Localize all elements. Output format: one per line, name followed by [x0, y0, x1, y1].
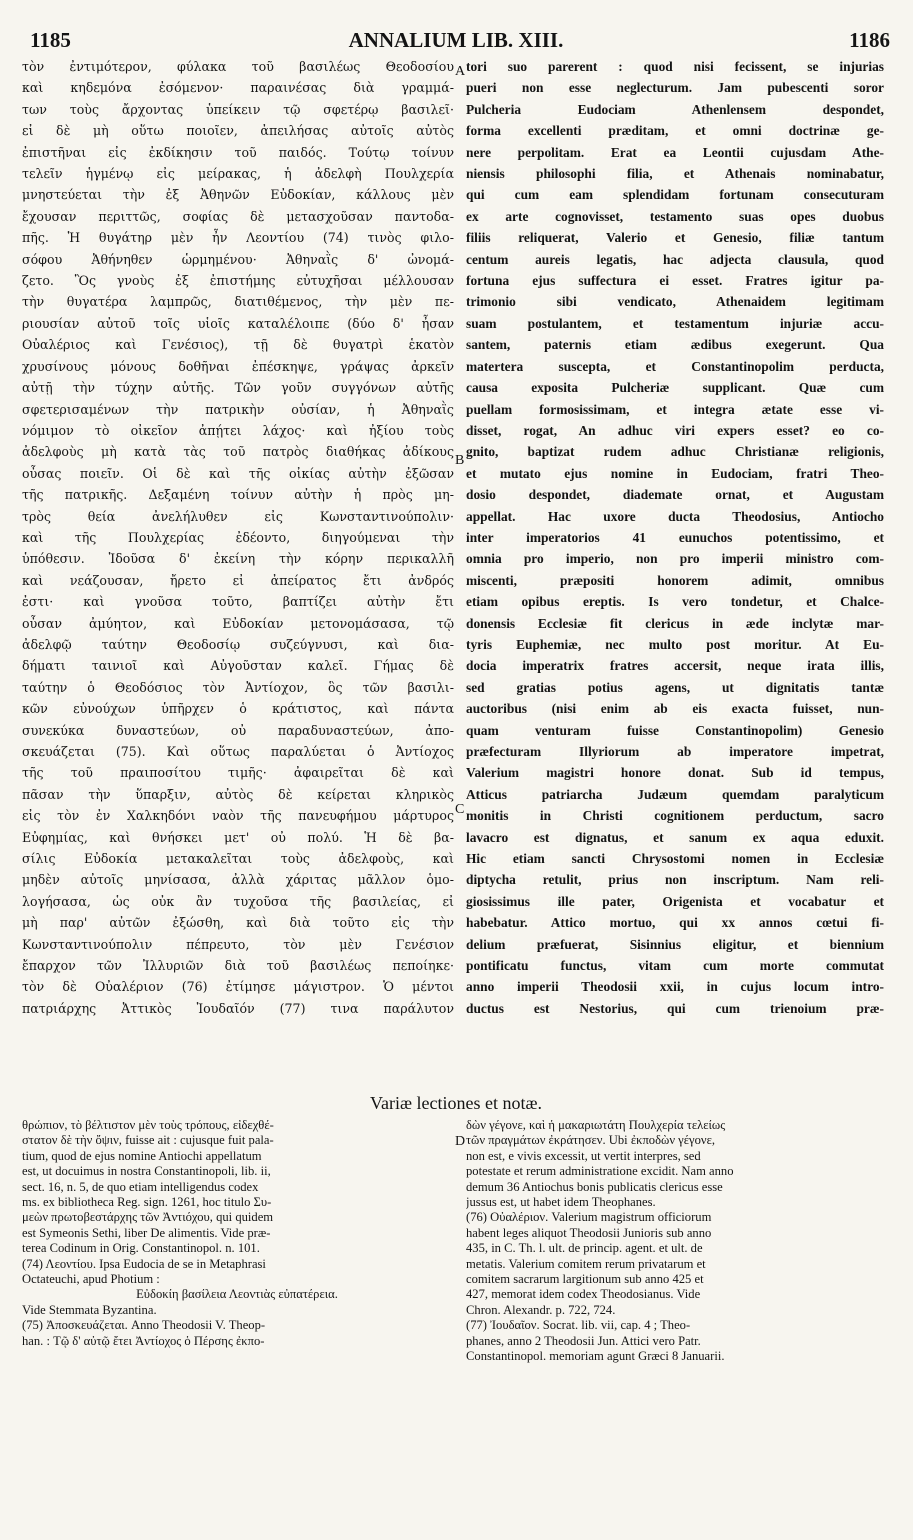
latin-column — [466, 56, 884, 1086]
text-line: suam postulantem, et testamentum injuriæ accu- — [466, 315, 884, 331]
greek-column — [22, 56, 454, 1086]
margin-letter-c: C — [455, 802, 465, 817]
text-line: demum 36 Antiochus bonis publicatis clericus esse — [466, 1179, 723, 1194]
text-line: τῆς τοῦ πραιποσίτου τιμῆς· ἀφαιρεῖται δὲ καὶ — [22, 765, 454, 781]
text-line: οὖσαν ἀμύητον, καὶ Εὐδοκίαν μετονομάσασα, τῷ — [22, 615, 454, 631]
text-line: εἰ δὲ μὴ οὕτω ποιοῖεν, ἀπειλήσας αὐτοῖς αὐτὸς — [22, 123, 454, 139]
text-line: συνεκύκα δυναστεύων, οὐ παραδυναστεύων, ἀπο- — [22, 722, 454, 738]
text-line: inter imperatorios 41 eunuchos potentissimo, et — [466, 529, 884, 545]
text-line: στατον δὲ τὴν ὄψιν, fuisse ait : cujusque fuit pala- — [22, 1133, 274, 1148]
text-line: Atticus patriarcha Judæum quemdam paralyticum — [466, 786, 884, 802]
text-line: τρὸς θεία ἀνελήλυθεν εἰς Κωνσταντινούπολιν· — [22, 508, 454, 524]
text-line: μὴ παρ' αὐτῶν ἐξώσθη, καὶ διὰ τοῦτο εἰς τὴν — [22, 915, 454, 931]
text-line: omnia pro imperio, non pro imperii ministro com- — [466, 551, 884, 567]
margin-letter-d: D — [455, 1134, 466, 1149]
text-line: matertera suscepta, et Constantinopolim perducta, — [466, 358, 884, 374]
text-line: centum aureis legatis, hac adjecta clausula, quod — [466, 251, 884, 267]
text-line: docia imperatrix fratres accersit, neque irata illis, — [466, 658, 884, 674]
text-line: μνηστεύεται τὴν ἐξ Ἀθηνῶν Εὐδοκίαν, κάλλους μὲν — [22, 187, 454, 203]
text-line: ἀδελφῷ ταύτην Θεοδοσίῳ συζεύγνυσι, καὶ δια- — [22, 636, 454, 652]
text-line: τῶν πραγμάτων ἐκράτησεν. Ubi ἐκποδὼν γέγονε, — [466, 1133, 716, 1148]
text-line: τῆς πατρικῆς. Δεξαμένη τοίνυν αὐτὴν ἡ πρὸς μη- — [22, 487, 454, 503]
text-line: qui cum eam splendidam fortunam consecuturam — [466, 187, 884, 203]
text-line: phanes, anno 2 Theodosii Jun. Attici vero Patr. — [466, 1333, 701, 1348]
right-column-number: 1186 — [849, 28, 890, 52]
text-line: Pulcheria Eudociam Athenlensem despondet, — [466, 101, 884, 117]
text-line: ms. ex bibliotheca Reg. sign. 1261, hoc titulo Συ- — [22, 1195, 272, 1210]
text-line: τὸν ἐντιμότερον, φύλακα τοῦ βασιλέως Θεοδοσίου — [22, 59, 454, 74]
text-line: σφετερισαμένων τὴν πατρικὴν οὐσίαν, ἡ Ἀθηναῒς — [22, 401, 454, 417]
text-line: puellam formosissimam, et integra ætate esse vi- — [466, 401, 884, 417]
running-title: ANNALIUM LIB. XIII. — [348, 28, 564, 52]
text-line: Constantinopol. memoriam agunt Græci 8 Januarii. — [466, 1349, 725, 1364]
text-line: tyris Euphemiæ, nec multo post moritur. At Eu- — [466, 636, 884, 652]
text-line: ἀδελφοὺς μὴ κατὰ τὰς τοῦ πατρὸς διαθήκας ἀδίκους — [22, 444, 454, 460]
text-line: δήματι ταινιοῖ καὶ Αὐγοῦσταν καλεῖ. Γήμας δὲ — [22, 658, 454, 674]
margin-letter-b: B — [455, 453, 465, 468]
text-line: delium præfuerat, Sisinnius eligitur, et biennium — [466, 936, 884, 952]
text-line: filiis reliquerat, Valerio et Genesio, filiæ tantum — [466, 230, 884, 246]
text-line: giosissimus ille pater, Origenista et vocabatur et — [466, 893, 884, 909]
text-line: causa exposita Pulcheriæ supplicant. Quæ cum — [466, 380, 884, 396]
text-line: dosio despondet, diademate ornat, et Augustam — [466, 487, 884, 503]
main-text — [22, 56, 890, 1086]
text-line: han. : Τῷ δ' αὐτῷ ἔτει Ἀντίοχος ὁ Πέρσης ἐκπο- — [22, 1333, 265, 1348]
text-line: πατριάρχης Ἀττικὸς Ἰουδαῖόν (77) τινα παράλυτον — [22, 1000, 454, 1016]
text-line: nere perpolitam. Erat ea Leontii cujusdam Athe- — [466, 144, 884, 160]
text-line: των τοὺς ἄρχοντας ὑπείκειν τῷ σφετέρῳ βασιλεῖ· — [22, 101, 454, 117]
text-line: ex arte cognovisset, testamento suas opes duobus — [466, 208, 884, 224]
text-line: σόφου Ἀθήνηθεν ὡρμημένου· Ἀθηναῒς δ' ὠνομά- — [22, 251, 454, 267]
text-line: miscenti, præpositi honorem adimit, omnibus — [466, 572, 884, 588]
text-line: disset, rogat, An adhuc viri expers esset? eo co- — [466, 422, 884, 438]
text-line: Chron. Alexandr. p. 722, 724. — [466, 1302, 616, 1317]
text-line: forma excellenti præditam, et omni doctrinæ ge- — [466, 123, 884, 139]
text-line: gnito, baptizat rudem adhuc Christianæ religionis, — [466, 444, 884, 460]
book-page — [22, 28, 890, 1528]
text-line: metatis. Valerium comitem rerum privatarum et — [466, 1256, 706, 1271]
text-line: quam venturam fuisse Constantinopolim) Genesio — [466, 722, 884, 738]
text-line: (77) Ἰουδαῖον. Socrat. lib. vii, cap. 4 ; Theo- — [466, 1318, 691, 1333]
text-line: habebatur. Attico mortuo, qui xx annos cœtui fi- — [466, 915, 884, 931]
text-line: σίλις Εὐδοκία μετακαλεῖται τοὺς ἀδελφοὺς, καὶ — [22, 851, 454, 867]
text-line: δὼν γέγονε, καὶ ἡ μακαριωτάτη Πουλχερία τελείως — [466, 1118, 726, 1132]
text-line: οὖσας ποιεῖν. Οἱ δὲ καὶ τῆς οἰκίας αὐτὴν ἐξῶσαν — [22, 465, 454, 481]
text-line: non est, e vivis excessit, ut vertit interpres, sed — [466, 1148, 701, 1163]
text-line: 427, memorat idem codex Theodosianus. Vide — [466, 1287, 701, 1302]
text-line: anno imperii Theodosii xxii, in cujus locum intro- — [466, 979, 884, 995]
text-line: Vide Stemmata Byzantina. — [22, 1302, 157, 1317]
text-line: comitem sacrarum largitionum sub anno 425 et — [466, 1272, 704, 1287]
text-line: πᾶσαν τὴν ὕπαρξιν, αὐτὸς δὲ κείρεται κληρικὸς — [22, 786, 454, 802]
text-line: (76) Οὐαλέριον. Valerium magistrum officiorum — [466, 1210, 712, 1225]
text-line: pueri non esse neglecturum. Jam pubescenti soror — [466, 80, 884, 96]
text-line: diptycha retulit, prius non inscriptum. Nam reli- — [466, 872, 884, 888]
text-line: κῶν εὐνούχων ὑπῆρχεν ὁ κράτιστος, καὶ πάντα — [22, 701, 454, 717]
text-line: ριουσίαν αὐτοῦ τοῖς υἱοῖς καταλέλοιπε (δύο δ' ἦσαν — [22, 315, 454, 331]
text-line: νόμιμον τὸ οἰκεῖον ἀπῄτει λάχος· καὶ ἠξίου τοὺς — [22, 422, 454, 438]
text-line: fortuna ejus suffectura ei esset. Fratres igitur pa- — [466, 273, 884, 289]
margin-letter-a: A — [455, 64, 466, 79]
text-line: sed gratias potius agens, ut dignitatis tantæ — [466, 679, 884, 695]
text-line: Hic etiam sancti Chrysostomi nomen in Ecclesiæ — [466, 851, 884, 867]
text-line: (74) Λεοντίου. Ipsa Eudocia de se in Metaphrasi — [22, 1256, 266, 1271]
text-line: lavacro est dignatus, et sanum ex aqua eduxit. — [466, 829, 884, 845]
text-line: ἔχουσαν περιττῶς, σοφίας δὲ μετασχοῦσαν παντοδα- — [22, 208, 454, 224]
text-line: ὑπόθεσιν. Ἰδοῦσα δ' ἐκείνη τὴν κόρην περικαλλῆ — [22, 551, 454, 567]
text-line: εἰς τὸν ἐν Χαλκηδόνι ναὸν τῆς πανευφήμου μάρτυρος — [22, 808, 454, 824]
text-line: etiam opibus ereptis. Is vero tondetur, et Chalce- — [466, 594, 884, 610]
text-line: 435, in C. Th. l. ult. de princip. agent. et ult. de — [466, 1241, 703, 1256]
text-line: πῆς. Ἡ θυγάτηρ μὲν ἦν Λεοντίου (74) τινὸς φιλο- — [22, 230, 454, 246]
text-line: (75) Ἀποσκευάζεται. Anno Theodosii V. Theop- — [22, 1318, 266, 1333]
text-line: Εὐφημίας, καὶ θνήσκει μετ' οὐ πολύ. Ἡ δὲ βα- — [22, 829, 454, 845]
text-line: Εὐδοκίη βασίλεια Λεοντιὰς εὐπατέρεια. — [136, 1287, 338, 1302]
text-line: santem, paternis etiam ædibus exegerunt. Qua — [466, 337, 884, 353]
text-line: μεὼν πρωτοβεστάρχης τῶν Ἀντιόχου, qui quidem — [22, 1210, 274, 1225]
text-line: τὴν θυγατέρα λαμπρῶς, διατιθέμενος, τὴν μὲν πε- — [22, 294, 454, 310]
text-line: est Symeonis Sethi, liber De alimentis. Vide præ- — [22, 1225, 271, 1240]
text-line: καὶ νεάζουσαν, ἤρετο εἰ ἀπείρατος ἔτι ἀνδρός — [22, 572, 454, 588]
text-line: μηδὲν αὐτοῖς μηνίσασα, ἀλλὰ χάριτας μᾶλλον ὁμο- — [22, 872, 454, 888]
text-line: habent leges aliquot Theodosii Junioris sub anno — [466, 1225, 712, 1240]
text-line: præfecturam Illyriorum ab imperatore impetrat, — [466, 744, 884, 759]
left-column-number: 1185 — [30, 28, 71, 52]
text-line: ἐστι· καὶ γνοῦσα τοῦτο, βαπτίζει αὐτὴν ἔτι — [22, 594, 454, 610]
notes-heading: Variæ lectiones et notæ. — [370, 1093, 542, 1113]
text-line: sect. 16, n. 5, de quo etiam intelligendus codex — [22, 1179, 259, 1194]
text-line: est, ut docuimus in nostra Constantinopoli, lib. ii, — [22, 1164, 271, 1179]
text-line: σκευάζεται (75). Καὶ οὕτως παραλύεται ὁ Ἀντίοχος — [22, 744, 454, 759]
text-line: καὶ τῆς Πουλχερίας ἐδέοντο, διηγούμεναι τὴν — [22, 529, 454, 545]
text-line: τελεῖν ἡγμένῳ εἰς μείρακας, ἡ ἀδελφὴ Πουλχερία — [22, 166, 454, 182]
text-line: appellat. Hac uxore ducta Theodosius, Antiocho — [466, 508, 884, 524]
notes-left-column — [22, 1118, 452, 1518]
text-line: αὐτῇ τὴν τύχην αὐτῆς. Τῶν γοῦν συγγόνων αὐτῆς — [22, 380, 454, 396]
text-line: pontificatu functus, vitam cum morte commutat — [466, 958, 884, 974]
text-line: Valerium magistri honore donat. Sub id tempus, — [466, 765, 884, 781]
text-line: ταύτην ὁ Θεοδόσιος τὸν Ἀντίοχον, ὃς τῶν βασιλι- — [22, 679, 454, 695]
text-line: tium, quod de ejus nomine Antiochi appellatum — [22, 1148, 262, 1163]
text-line: donensis Ecclesiæ fit clericus in æde inclytæ mar- — [466, 615, 884, 631]
notes-section — [22, 1118, 890, 1518]
text-line: ductus est Nestorius, qui cum trienoium præ- — [466, 1000, 884, 1016]
text-line: trimonio sibi vendicato, Athenaidem legitimam — [466, 294, 884, 310]
text-line: Κωνσταντινούπολιν πέπρευτο, τὸν μὲν Γενέσιον — [22, 936, 454, 952]
text-line: terea Codinum in Orig. Constantinopol. n. 101. — [22, 1241, 260, 1256]
text-line: λογήσασα, ὡς οὐκ ἂν τυχοῦσα τῆς βασιλείας, εἰ — [22, 893, 454, 909]
text-line: ἐπιστῆναι εἰς ἐκδίκησιν τοῦ παιδός. Τούτῳ τοίνυν — [22, 144, 454, 160]
text-line: auctoribus (nisi enim ab eis exacta fuisset, nun- — [466, 701, 884, 717]
page-header — [22, 28, 890, 56]
text-line: jussus est, ut habet idem Theophanes. — [466, 1195, 656, 1210]
text-line: et mutato ejus nomine in Eudociam, fratri Theo- — [466, 465, 884, 481]
text-line: potestate et rerum administratione excidit. Nam anno — [466, 1164, 734, 1179]
text-line: καὶ κηδεμόνα ἐσόμενον· παραινέσας διὰ γραμμά- — [22, 80, 454, 96]
text-line: Octateuchi, apud Photium : — [22, 1272, 160, 1287]
text-line: Οὐαλέριος καὶ Γενέσιος), τῇ δὲ θυγατρὶ ἑκατὸν — [22, 337, 454, 353]
text-line: χρυσίνους μόνους δοθῆναι ἐπέσκηψε, γράψας ἀρκεῖν — [22, 358, 454, 374]
text-line: ζετο. Ὃς γνοὺς ἐξ ἐπιστήμης εὐτυχῆσαι μέλλουσαν — [22, 273, 454, 289]
text-line: monitis in Christi cognitionem perductum, sacro — [466, 808, 884, 824]
text-line: θρώπιον, τὸ βέλτιστον μὲν τοὺς τρόπους, εἰδεχθέ- — [22, 1118, 274, 1132]
text-line: tori suo parerent : quod nisi fecissent, se injurias — [466, 59, 884, 74]
text-line: niensis philosophi filia, et Athenais nominabatur, — [466, 166, 884, 182]
notes-right-column — [466, 1118, 886, 1518]
text-line: τὸν δὲ Οὐαλέριον (76) ἐτίμησε μάγιστρον. Ὁ μέντοι — [22, 979, 454, 995]
text-line: ἔπαρχον τῶν Ἰλλυριῶν διὰ τοῦ βασιλέως πεποίηκε· — [22, 958, 454, 974]
